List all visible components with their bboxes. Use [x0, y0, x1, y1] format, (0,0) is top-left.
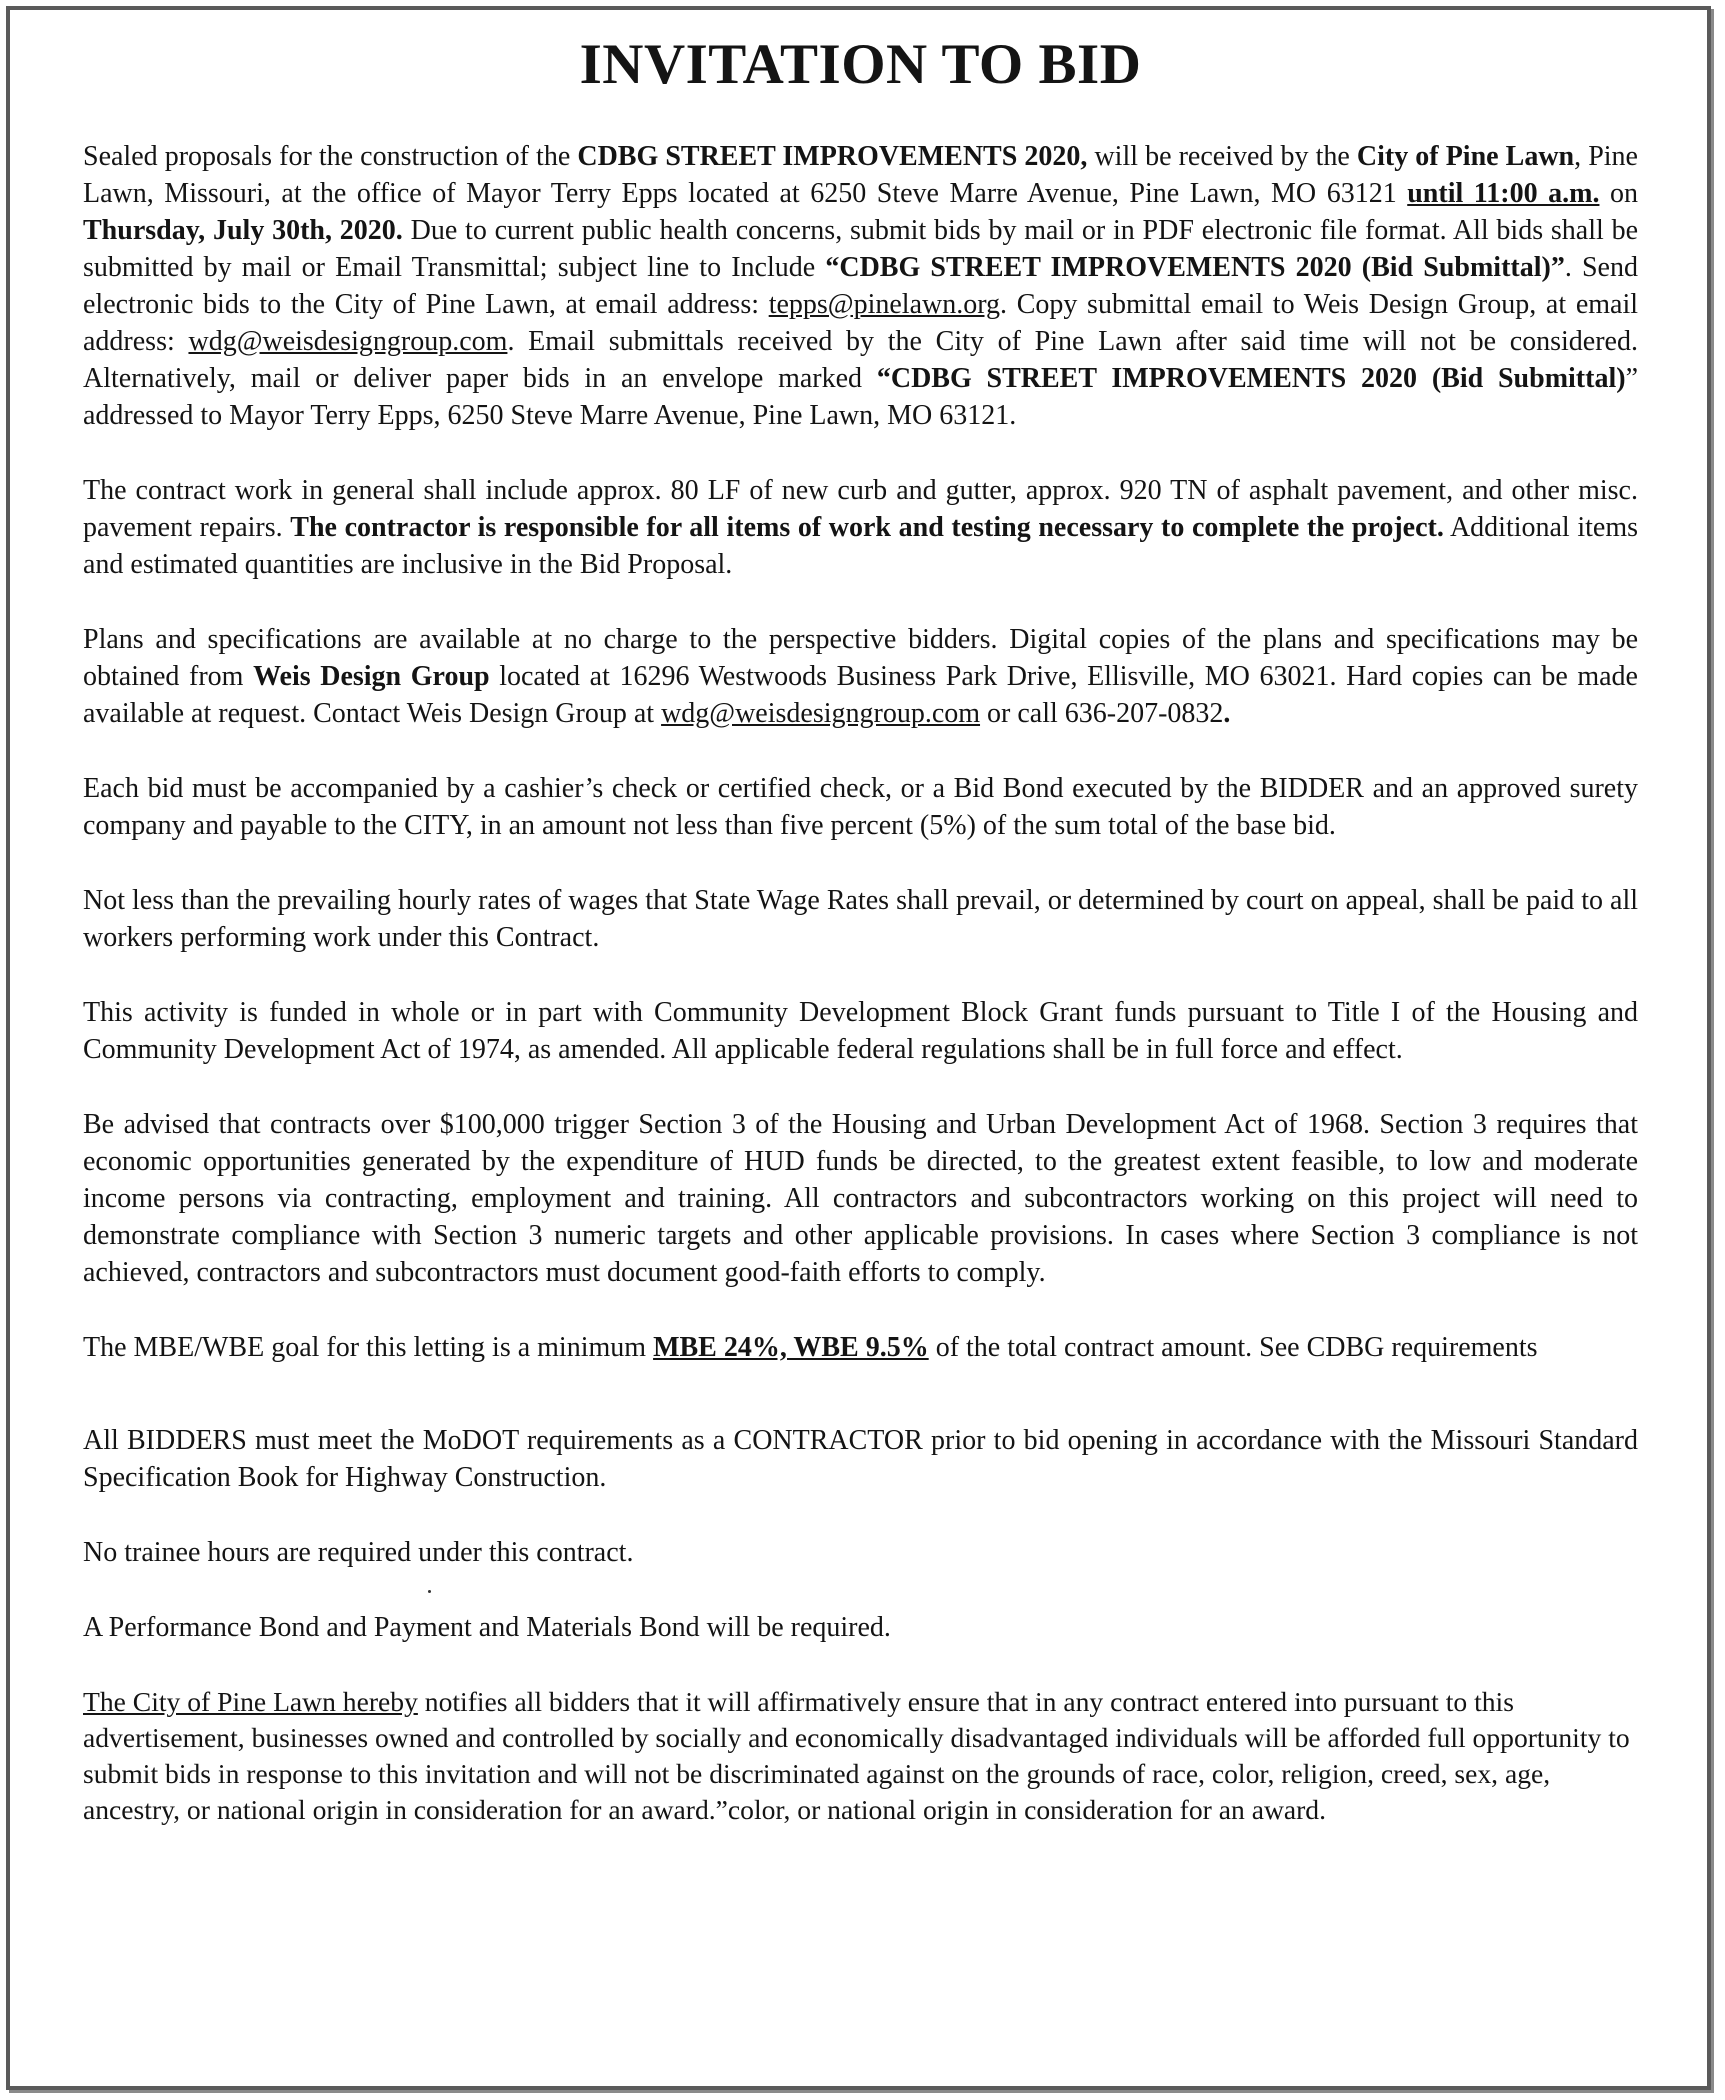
paragraph-mbe-wbe: The MBE/WBE goal for this letting is a minimum MBE 24%, WBE 9.5% of the total contract amount. See CDBG requirements: [83, 1332, 1538, 1363]
paragraph-funding: This activity is funded in whole or in part with Community Development Block Grant funds pursuant to Title I of the Housing and Community Development Act of 1974, as amended. All applicable federal regulations shall be in full force and effect.: [83, 997, 1638, 1065]
paragraph-submission: Sealed proposals for the construction of the CDBG STREET IMPROVEMENTS 2020, will be received by the City of Pine Lawn, Pine Lawn, Missouri, at the office of Mayor Terry Epps located at 6250 Steve Marre Avenue, Pine Lawn, MO 63121 until 11:00 a.m. on Thursday, July 30th, 2020. Due to current public health concerns, submit bids by mail or in PDF electronic file format. All bids shall be submitted by mail or Email Transmittal; subject line to Include “CDBG STREET IMPROVEMENTS 2020 (Bid Submittal)”. Send electronic bids to the City of Pine Lawn, at email address: tepps@pinelawn.org. Copy submittal email to Weis Design Group, at email address: wdg@weisdesigngroup.com. Email submittals received by the City of Pine Lawn after said time will not be considered. Alternatively, mail or deliver paper bids in an envelope marked “CDBG STREET IMPROVEMENTS 2020 (Bid Submittal)” addressed to Mayor Terry Epps, 6250 Steve Marre Avenue, Pine Lawn, MO 63121.: [83, 141, 1639, 431]
paragraph-trainee: No trainee hours are required under this contract.: [83, 1537, 634, 1568]
page-title: INVITATION TO BID: [579, 33, 1142, 96]
paragraph-bid-security: Each bid must be accompanied by a cashier’s check or certified check, or a Bid Bond executed by the BIDDER and an approved surety company and payable to the CITY, in an amount not less than five percent (5%) of the sum total of the base bid.: [83, 773, 1638, 841]
stray-mark: [428, 1590, 431, 1593]
paragraph-modot: All BIDDERS must meet the MoDOT requirements as a CONTRACTOR prior to bid opening in accordance with the Missouri Standard Specification Book for Highway Construction.: [83, 1425, 1638, 1493]
email-link-city[interactable]: tepps@pinelawn.org: [768, 289, 1001, 320]
paragraph-bonds: A Performance Bond and Payment and Materials Bond will be required.: [83, 1612, 891, 1643]
paragraph-nondiscrimination: The City of Pine Lawn hereby notifies all bidders that it will affirmatively ensure that in any contract entered into pursuant to this advertisement, businesses owned and controlled by socially and economically disadvantaged individuals will be afforded full opportunity to submit bids in response to this invitation and will not be discriminated against on the grounds of race, color, religion, creed, sex, age, ancestry, or national origin in consideration for an award.”color, or national origin in consideration for an award.: [83, 1686, 1630, 1825]
paragraph-scope: The contract work in general shall include approx. 80 LF of new curb and gutter, approx. 920 TN of asphalt pavement, and other misc. pavement repairs. The contractor is responsible for all items of work and testing necessary to complete the project. Additional items and estimated quantities are inclusive in the Bid Proposal.: [83, 475, 1638, 580]
mbe-wbe-goal: MBE 24%, WBE 9.5%: [653, 1332, 929, 1363]
document-body: [83, 30, 1638, 1866]
paragraph-plans: Plans and specifications are available at no charge to the perspective bidders. Digital copies of the plans and specifications may be obtained from Weis Design Group located at 16296 Westwoods Business Park Drive, Ellisville, MO 63021. Hard copies can be made available at request. Contact Weis Design Group at wdg@weisdesigngroup.com or call 636-207-0832.: [83, 624, 1638, 729]
deadline-date: Thursday, July 30th, 2020.: [83, 215, 403, 246]
paragraph-section3: Be advised that contracts over $100,000 trigger Section 3 of the Housing and Urban Development Act of 1968. Section 3 requires that economic opportunities generated by the expenditure of HUD funds be directed, to the greatest extent feasible, to low and moderate income persons via contracting, employment and training. All contractors and subcontractors working on this project will need to demonstrate compliance with Section 3 numeric targets and other applicable provisions. In cases where Section 3 compliance is not achieved, contractors and subcontractors must document good-faith efforts to comply.: [83, 1109, 1638, 1288]
email-link-wdg[interactable]: wdg@weisdesigngroup.com: [188, 326, 508, 357]
paragraph-wages: Not less than the prevailing hourly rates of wages that State Wage Rates shall prevail, or determined by court on appeal, shall be paid to all workers performing work under this Contract.: [83, 885, 1638, 953]
email-link-wdg-plans[interactable]: wdg@weisdesigngroup.com: [661, 698, 981, 729]
deadline-time: until 11:00 a.m.: [1407, 178, 1600, 209]
